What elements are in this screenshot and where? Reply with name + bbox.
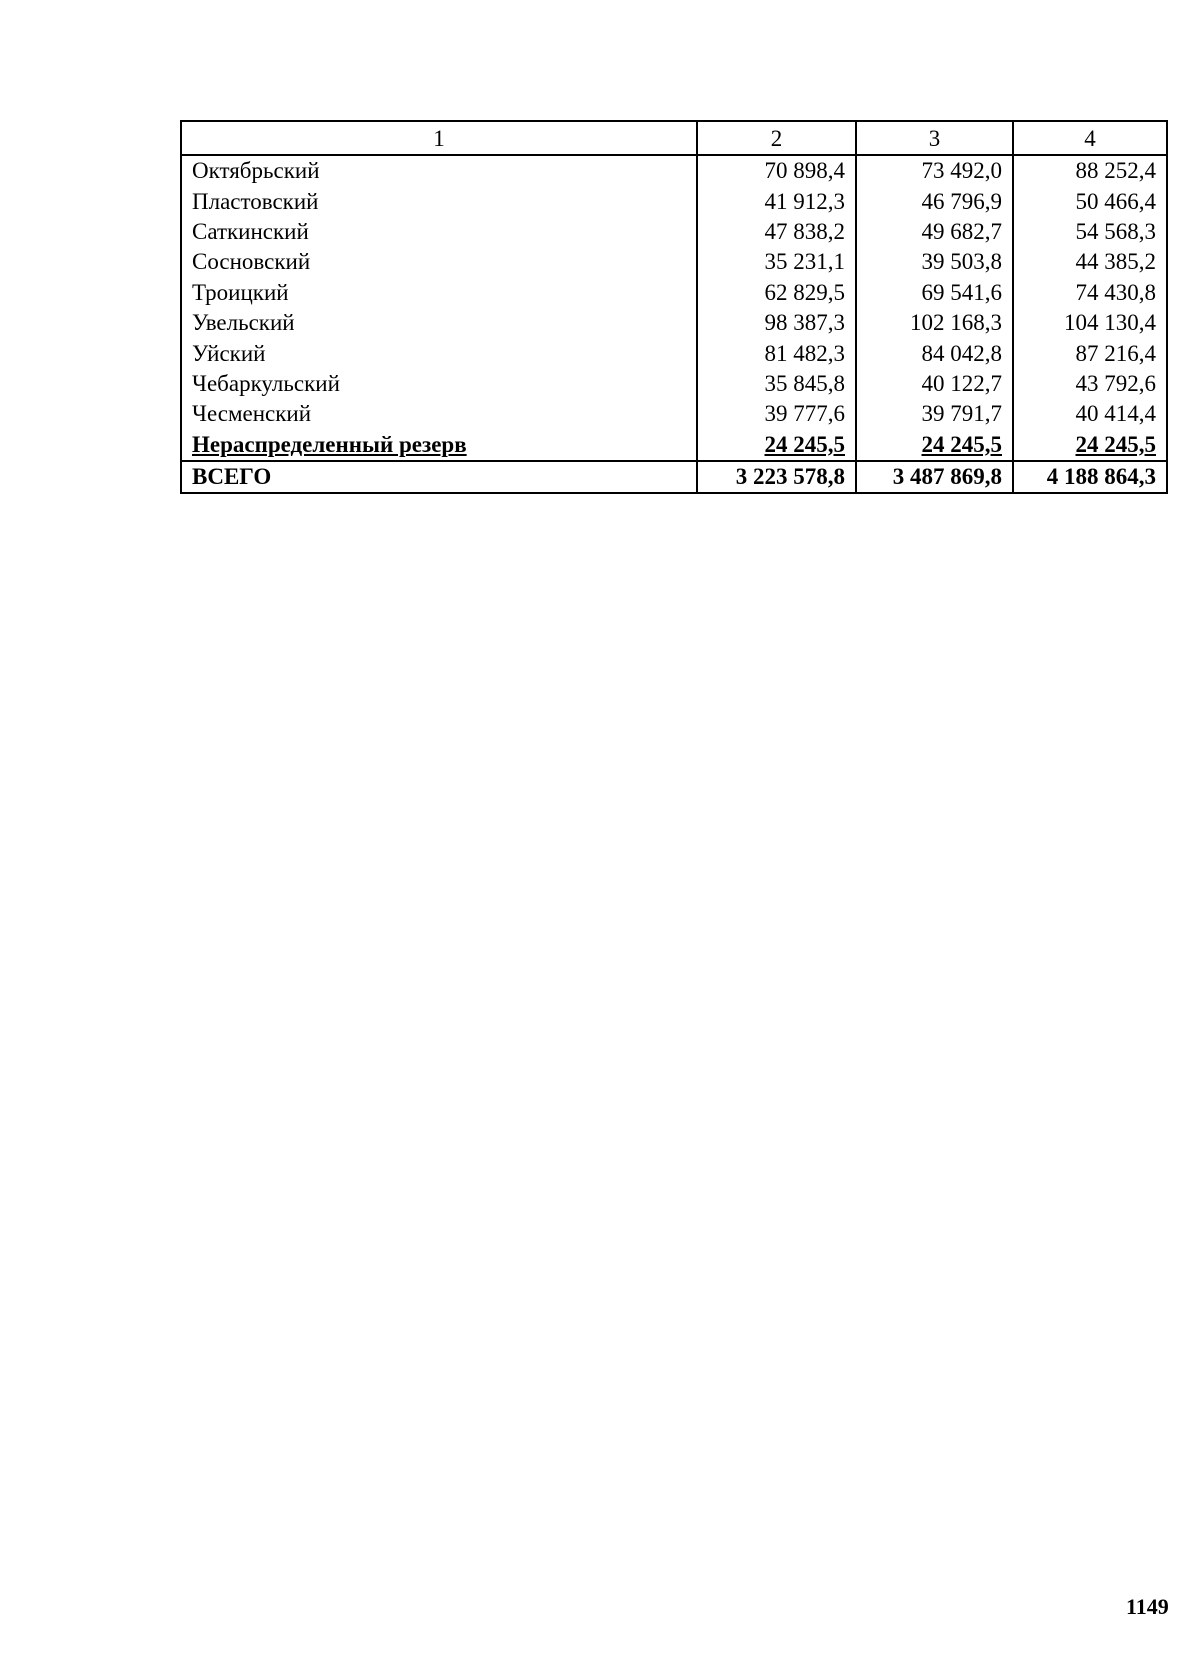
row-value-col3: 39 503,8: [856, 247, 1013, 277]
row-name: ВСЕГО: [181, 461, 697, 493]
total-row: [181, 461, 1167, 493]
budget-table: [180, 120, 1168, 494]
reserve-row: [181, 430, 1167, 461]
row-value-col4: 74 430,8: [1013, 278, 1167, 308]
table-row: [181, 399, 1167, 429]
row-value-col4: 4 188 864,3: [1013, 461, 1167, 493]
row-value-col4: 104 130,4: [1013, 308, 1167, 338]
row-value-col4: 44 385,2: [1013, 247, 1167, 277]
table-row: [181, 217, 1167, 247]
row-value-col2: 62 829,5: [697, 278, 856, 308]
row-name: Увельский: [181, 308, 697, 338]
table-row: [181, 278, 1167, 308]
row-name: Саткинский: [181, 217, 697, 247]
row-name: Уйский: [181, 338, 697, 368]
row-value-col4: 50 466,4: [1013, 186, 1167, 216]
row-value-col2: 98 387,3: [697, 308, 856, 338]
table-row: [181, 186, 1167, 216]
column-header-2: 2: [697, 121, 856, 155]
row-value-col2: 3 223 578,8: [697, 461, 856, 493]
row-value-col3: 73 492,0: [856, 155, 1013, 186]
row-value-col4: 43 792,6: [1013, 369, 1167, 399]
row-name: Чебаркульский: [181, 369, 697, 399]
row-value-col2: 41 912,3: [697, 186, 856, 216]
page-number: 1149: [1126, 1594, 1169, 1619]
row-name: Троицкий: [181, 278, 697, 308]
table-row: [181, 338, 1167, 368]
row-value-col3: 39 791,7: [856, 399, 1013, 429]
table-row: [181, 308, 1167, 338]
row-value-col3: 49 682,7: [856, 217, 1013, 247]
row-value-col4: 87 216,4: [1013, 338, 1167, 368]
row-value-col2: 39 777,6: [697, 399, 856, 429]
row-value-col2: 70 898,4: [697, 155, 856, 186]
row-value-col2: 81 482,3: [697, 338, 856, 368]
row-value-col4: 88 252,4: [1013, 155, 1167, 186]
row-name: Пластовский: [181, 186, 697, 216]
table-row: [181, 369, 1167, 399]
table-row: [181, 247, 1167, 277]
row-value-col3: 24 245,5: [856, 430, 1013, 461]
row-value-col2: 35 845,8: [697, 369, 856, 399]
row-value-col3: 46 796,9: [856, 186, 1013, 216]
row-name: Октябрьский: [181, 155, 697, 186]
row-value-col3: 3 487 869,8: [856, 461, 1013, 493]
row-value-col4: 54 568,3: [1013, 217, 1167, 247]
column-header-4: 4: [1013, 121, 1167, 155]
row-value-col2: 35 231,1: [697, 247, 856, 277]
row-name: Чесменский: [181, 399, 697, 429]
row-value-col3: 102 168,3: [856, 308, 1013, 338]
row-value-col4: 24 245,5: [1013, 430, 1167, 461]
row-name: Нераспределенный резерв: [181, 430, 697, 461]
column-header-1: 1: [181, 121, 697, 155]
row-value-col3: 69 541,6: [856, 278, 1013, 308]
header-row: [181, 121, 1167, 155]
column-header-3: 3: [856, 121, 1013, 155]
row-value-col3: 40 122,7: [856, 369, 1013, 399]
row-value-col3: 84 042,8: [856, 338, 1013, 368]
row-value-col4: 40 414,4: [1013, 399, 1167, 429]
table-row: [181, 155, 1167, 186]
row-name: Сосновский: [181, 247, 697, 277]
row-value-col2: 24 245,5: [697, 430, 856, 461]
row-value-col2: 47 838,2: [697, 217, 856, 247]
